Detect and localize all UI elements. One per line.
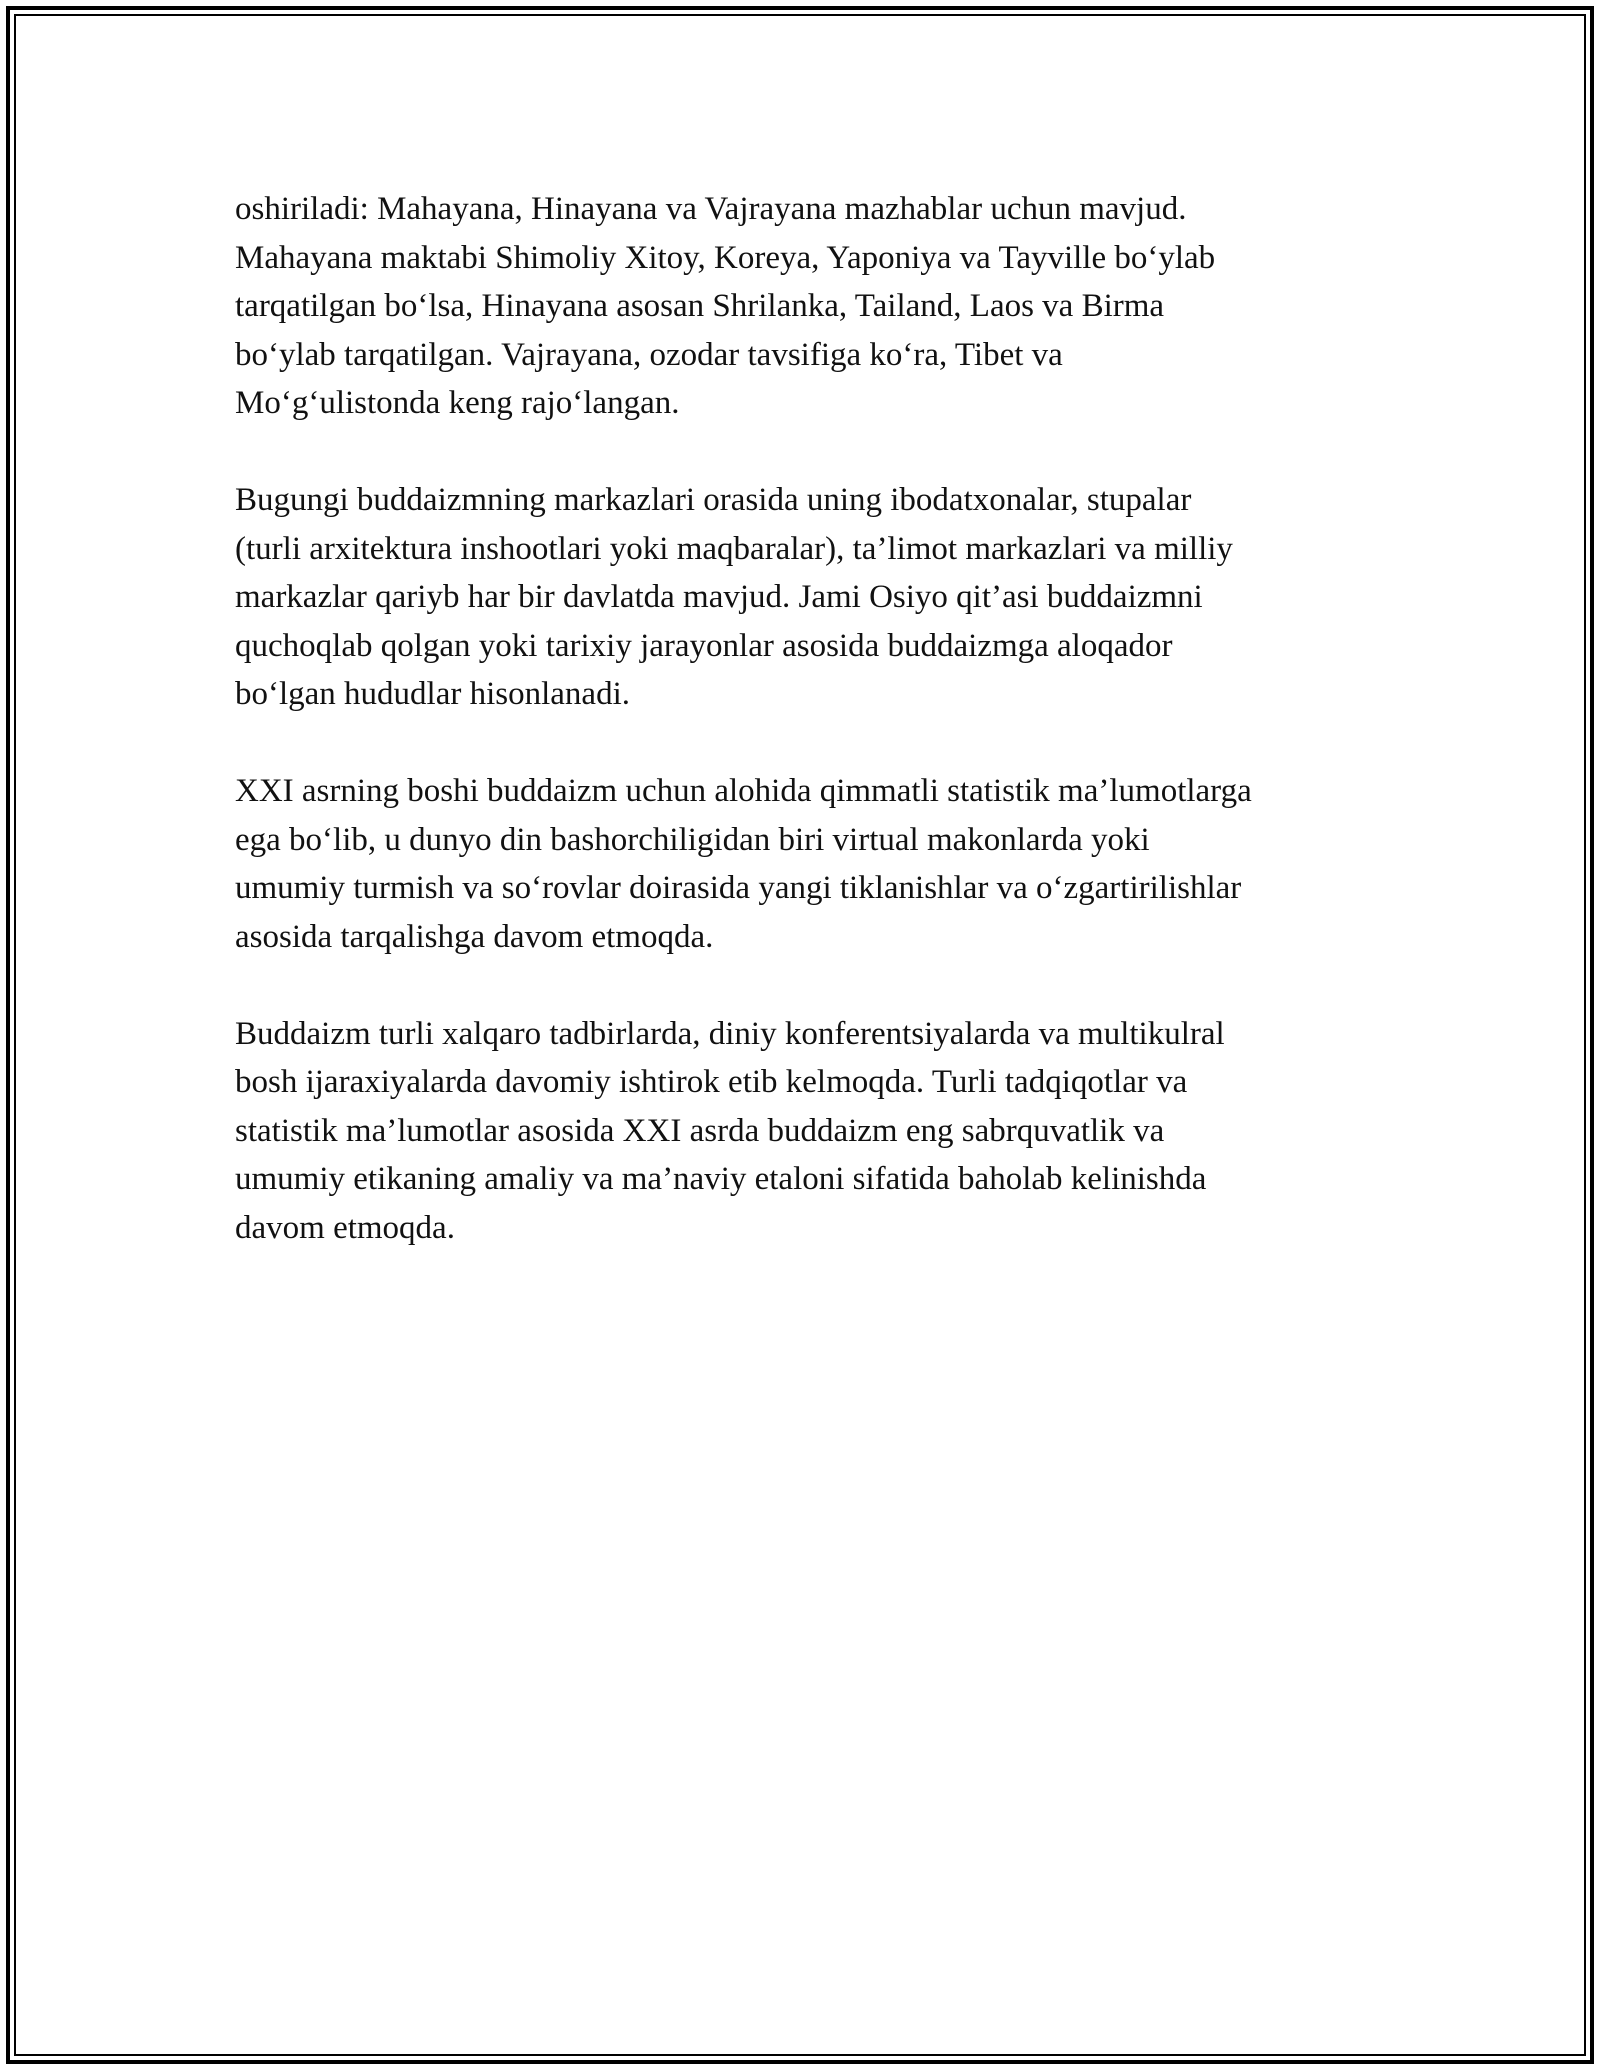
text-line: bo‘ylab tarqatilgan. Vajrayana, ozodar tavsifiga ko‘ra, Tibet va — [235, 336, 1063, 373]
text-line: ega bo‘lib, u dunyo din bashorchiligidan biri virtual makonlarda yoki — [235, 821, 1150, 858]
text-line: davom etmoqda. — [235, 1209, 455, 1246]
paragraph-2 — [235, 476, 1395, 719]
text-line: Mahayana maktabi Shimoliy Xitoy, Koreya, Yaponiya va Tayville bo‘ylab — [235, 239, 1216, 276]
text-line: statistik ma’lumotlar asosida XXI asrda buddaizm eng sabrquvatlik va — [235, 1112, 1165, 1149]
text-line: quchoqlab qolgan yoki tarixiy jarayonlar asosida buddaizmga aloqador — [235, 627, 1173, 664]
text-line: umumiy turmish va so‘rovlar doirasida yangi tiklanishlar va o‘zgartirilishlar — [235, 870, 1242, 906]
paragraph-4 — [235, 1010, 1395, 1253]
document-body — [235, 185, 1395, 1301]
text-line: umumiy etikaning amaliy va ma’naviy etaloni sifatida baholab kelinishda — [235, 1161, 1207, 1197]
text-line: asosida tarqalishga davom etmoqda. — [235, 918, 714, 955]
text-line: Buddaizm turli xalqaro tadbirlarda, diniy konferentsiyalarda va multikulral — [235, 1015, 1225, 1052]
text-line: Bugungi buddaizmning markazlari orasida uning ibodatxonalar, stupalar — [235, 482, 1192, 518]
text-line: Mo‘g‘ulistonda keng rajo‘langan. — [235, 385, 680, 421]
text-line: bosh ijaraxiyalarda davomiy ishtirok etib kelmoqda. Turli tadqiqotlar va — [235, 1064, 1188, 1100]
text-line: XXI asrning boshi buddaizm uchun alohida qimmatli statistik ma’lumotlarga — [235, 773, 1252, 809]
text-line: (turli arxitektura inshootlari yoki maqbaralar), ta’limot markazlari va milliy — [235, 530, 1233, 567]
paragraph-3 — [235, 767, 1395, 961]
text-line: markazlar qariyb har bir davlatda mavjud. Jami Osiyo qit’asi buddaizmni — [235, 579, 1203, 615]
text-line: oshiriladi: Mahayana, Hinayana va Vajrayana mazhablar uchun mavjud. — [235, 191, 1187, 227]
paragraph-1 — [235, 185, 1395, 428]
text-line: tarqatilgan bo‘lsa, Hinayana asosan Shrilanka, Tailand, Laos va Birma — [235, 288, 1165, 324]
text-line: bo‘lgan hududlar hisonlanadi. — [235, 676, 631, 712]
